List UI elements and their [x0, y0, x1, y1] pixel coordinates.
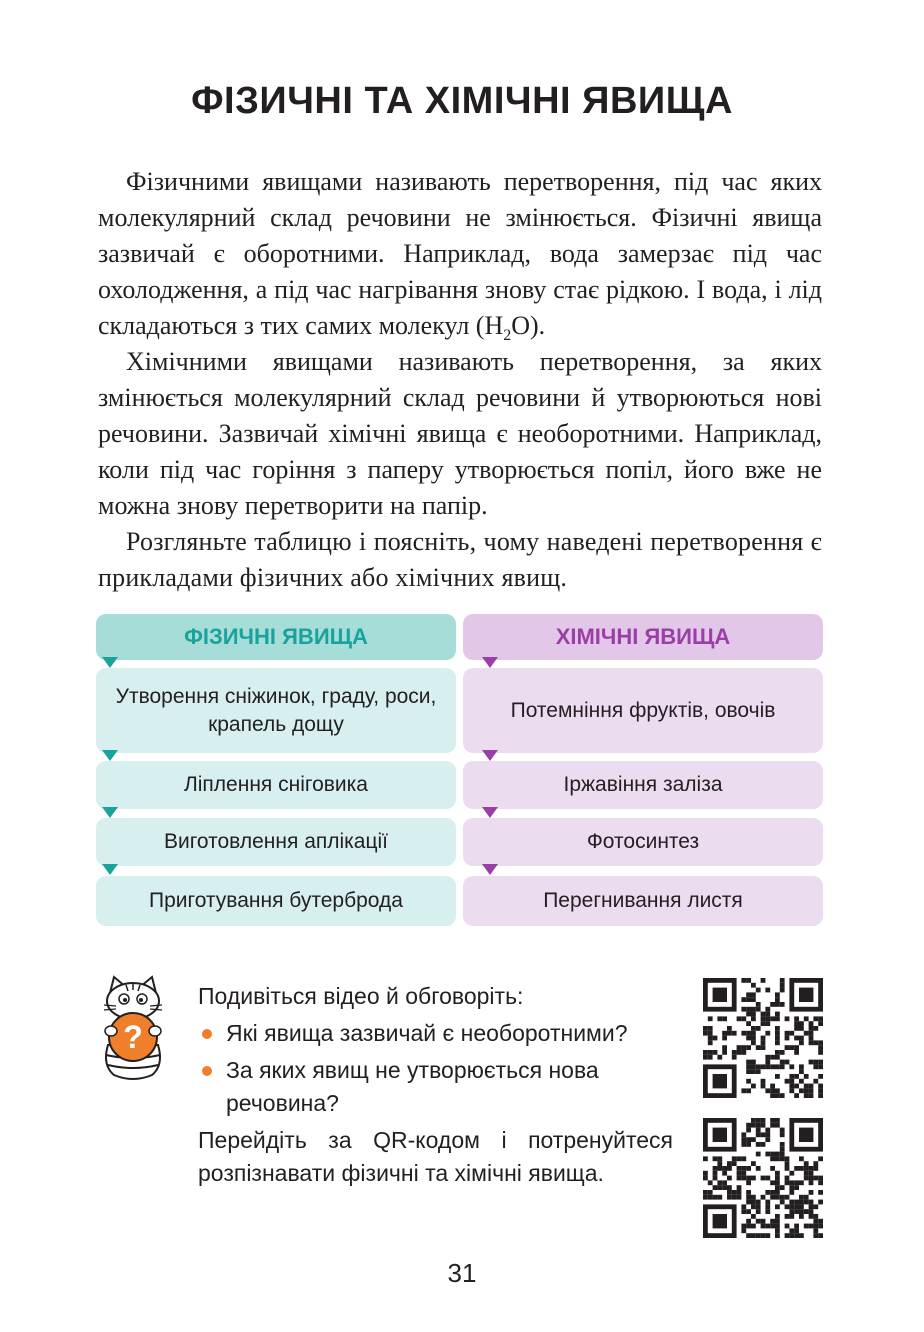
chemical-item-3: Фотосинтез	[463, 818, 823, 866]
arrow-down-icon	[482, 807, 498, 818]
task-question-1: Які явища зазвичай є необоротними?	[198, 1017, 673, 1050]
task-intro: Подивіться відео й обговоріть:	[198, 983, 524, 1009]
physical-item-3: Виготовлення аплікації	[96, 818, 456, 866]
qr-code-icon[interactable]	[703, 1118, 823, 1238]
bullet-icon	[202, 1066, 212, 1076]
paragraph-physical: Фізичними явищами називають перетворення, під час яких молекулярний склад речовини не змінюється. Фізичні явища зазвичай є оборотними. Наприклад, вода замерзає під час охолодження, а під час нагрівання знову стає рідкою. І вода, і лід складаються з тих самих молекул $(H_2O)$.	[98, 167, 822, 345]
qr-code-icon[interactable]	[703, 978, 823, 1098]
arrow-down-icon	[102, 807, 118, 818]
paragraph-chemical: Хімічними явищами називають перетворення, за яких змінюється молекулярний склад речовини й утворюються нові речовини. Зазвичай хімічні явища є необоротними. Наприклад, коли під час горіння з паперу утворюється попіл, його вже не можна знову перетворити на папір.	[98, 347, 822, 520]
arrow-down-icon	[482, 864, 498, 875]
task-outro: Перейдіть за QR-кодом і потренуйтеся розпізнавати фізичні та хімічні явища.	[198, 1127, 673, 1186]
arrow-down-icon	[102, 864, 118, 875]
task-question-2: За яких явищ не утворюється нова речовина?	[198, 1054, 673, 1120]
arrow-down-icon	[102, 750, 118, 761]
physical-item-2: Ліплення сніговика	[96, 761, 456, 809]
arrow-down-icon	[482, 657, 498, 668]
question-mark: ?	[123, 1019, 143, 1055]
main-text	[98, 164, 822, 596]
physical-item-1: Утворення сніжинок, граду, роси, крапель дощу	[96, 668, 456, 753]
cat-question-icon	[96, 975, 170, 1081]
physical-phenomena-header: ФІЗИЧНІ ЯВИЩА	[96, 614, 456, 660]
bullet-icon	[202, 1029, 212, 1039]
physical-item-4: Приготування бутерброда	[96, 876, 456, 926]
chemical-item-4: Перегнивання листя	[463, 876, 823, 926]
paragraph-task: Розгляньте таблицю і поясніть, чому наведені перетворення є прикладами фізичних або хімічних явищ.	[98, 527, 822, 592]
chemical-phenomena-header: ХІМІЧНІ ЯВИЩА	[463, 614, 823, 660]
page-number: 31	[447, 1258, 477, 1288]
chemical-item-1: Потемніння фруктів, овочів	[463, 668, 823, 753]
page-title: ФІЗИЧНІ ТА ХІМІЧНІ ЯВИЩА	[191, 80, 733, 122]
video-task	[198, 980, 673, 1190]
arrow-down-icon	[102, 657, 118, 668]
arrow-down-icon	[482, 750, 498, 761]
chemical-item-2: Іржавіння заліза	[463, 761, 823, 809]
